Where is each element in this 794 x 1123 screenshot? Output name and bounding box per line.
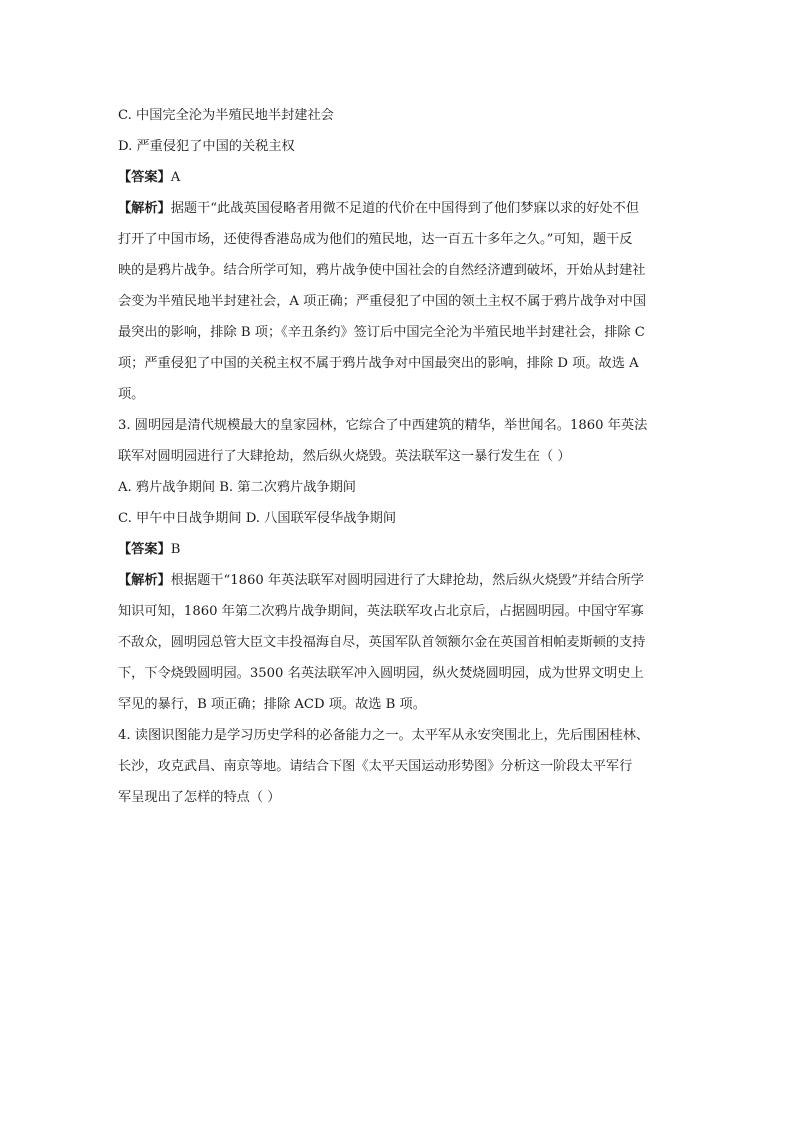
analysis-line: 最突出的影响，排除 B 项；《辛丑条约》签订后中国完全沦为半殖民地半封建社会，排除 C	[118, 325, 645, 340]
analysis-line: 映的是鸦片战争。结合所学可知，鸦片战争使中国社会的自然经济遭到破坏，开始从封建社	[118, 263, 646, 278]
question-stem: 3. 圆明园是清代规模最大的皇家园林，它综合了中西建筑的精华，举世闻名。1860 年英法	[118, 418, 648, 433]
answer-value: A	[170, 170, 181, 185]
analysis-line	[118, 193, 683, 224]
option-c: C. 中国完全沦为半殖民地半封建社会	[118, 108, 334, 123]
analysis-line: 罕见的暴行，B 项正确；排除 ACD 项。故选 B 项。	[118, 697, 426, 712]
analysis-line: 知识可知，1860 年第二次鸦片战争期间，英法联军攻占北京后，占据圆明园。中国守军寡	[118, 604, 644, 619]
option-d: D. 严重侵犯了中国的关税主权	[118, 139, 295, 154]
answer-line	[118, 534, 683, 565]
analysis-label: 【解析】	[118, 201, 171, 216]
document-page	[118, 100, 683, 813]
analysis-line: 项。	[118, 387, 145, 402]
question-stem: 联军对圆明园进行了大肆抢劫，然后纵火烧毁。英法联军这一暴行发生在（ ）	[118, 449, 571, 464]
analysis-line: 会变为半殖民地半封建社会，A 项正确；严重侵犯了中国的领土主权不属于鸦片战争对中国	[118, 294, 647, 309]
analysis-text: 据题干“此战英国侵略者用微不足道的代价在中国得到了他们梦寐以求的好处不但	[170, 201, 640, 216]
analysis-line: 不敌众，圆明园总管大臣文丰投福海自尽，英国军队首领额尔金在英国首相帕麦斯顿的支持	[118, 635, 646, 650]
analysis-text: 根据题干“1860 年英法联军对圆明园进行了大肆抢劫，然后纵火烧毁”并结合所学	[170, 573, 644, 588]
options-ab: A. 鸦片战争期间 B. 第二次鸦片战争期间	[118, 480, 356, 495]
analysis-line	[118, 565, 683, 596]
analysis-label: 【解析】	[118, 573, 171, 588]
question-stem: 军呈现出了怎样的特点（ ）	[118, 790, 281, 805]
answer-line	[118, 162, 683, 193]
answer-label: 【答案】	[118, 170, 171, 185]
answer-value: B	[170, 542, 181, 557]
analysis-line: 打开了中国市场，还使得香港岛成为他们的殖民地，达一百五十多年之久。”可知，题干反	[118, 232, 633, 247]
answer-label: 【答案】	[118, 542, 171, 557]
analysis-line: 下，下令烧毁圆明园。3500 名英法联军冲入圆明园，纵火焚烧圆明园，成为世界文明史上	[118, 666, 644, 681]
options-cd: C. 甲午中日战争期间 D. 八国联军侵华战争期间	[118, 511, 397, 526]
question-stem: 长沙，攻克武昌、南京等地。请结合下图《太平天国运动形势图》分析这一阶段太平军行	[118, 759, 633, 774]
analysis-line: 项；严重侵犯了中国的关税主权不属于鸦片战争对中国最突出的影响，排除 D 项。故选 A	[118, 356, 639, 371]
question-stem: 4. 读图识图能力是学习历史学科的必备能力之一。太平军从永安突围北上，先后围困桂林、	[118, 728, 650, 743]
